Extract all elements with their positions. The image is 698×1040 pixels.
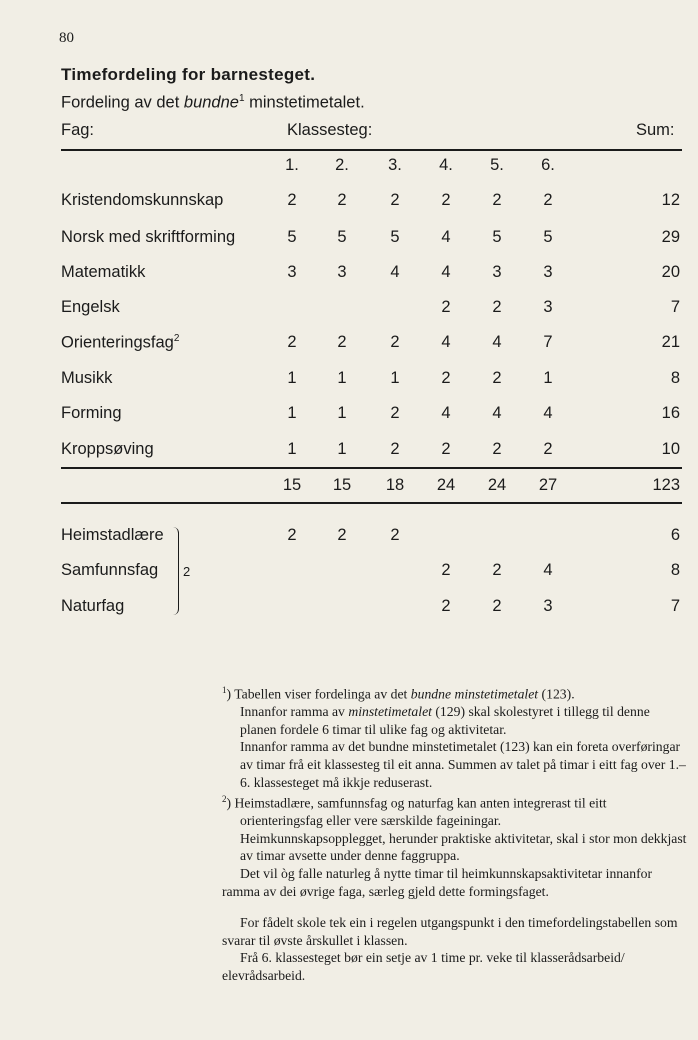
row-sum: 7 <box>670 298 680 316</box>
subject-label: Kroppsøving <box>61 440 154 458</box>
footnote-1-text-b: (123). <box>538 686 575 702</box>
grand-total: 123 <box>652 476 680 494</box>
row-sum: 8 <box>670 369 680 387</box>
row-sum: 6 <box>670 526 680 544</box>
table-cell: 4 <box>441 404 451 422</box>
subject-name: Samfunnsfag <box>61 561 159 579</box>
subject-name <box>61 333 179 353</box>
subject-label: Engelsk <box>61 298 120 316</box>
table-cell: 4 <box>543 404 553 422</box>
subject-name <box>61 263 145 282</box>
table-cell: 2 <box>390 526 400 544</box>
grade-header: 6. <box>541 156 555 174</box>
table-cell: 2 <box>543 440 553 458</box>
header-rule <box>61 149 682 151</box>
table-cell: 2 <box>287 526 297 544</box>
subject-group-brace <box>172 527 179 615</box>
table-cell: 3 <box>543 298 553 316</box>
table-cell: 1 <box>287 404 297 422</box>
subject-label: Norsk med skriftforming <box>61 228 236 246</box>
subject-footnote-mark: 2 <box>173 333 180 344</box>
table-cell: 2 <box>492 191 502 209</box>
grade-header: 1. <box>285 156 299 174</box>
table-cell: 4 <box>543 561 553 579</box>
table-cell: 2 <box>390 440 400 458</box>
subject-name <box>61 191 223 210</box>
footnote-2-paragraph-2: Heimkunnskapsopplegget, herunder praktiske aktivitetar, skal i stor mon dekkjast av timar avsette under denne faggruppa. <box>240 830 687 864</box>
footnote-1-p2-b: (129) skal skolestyret i tillegg til denne planen fordele 6 timar til ulike fag og aktivitetar. <box>240 704 650 737</box>
table-cell: 5 <box>390 228 400 246</box>
table-cell: 2 <box>390 191 400 209</box>
brace-footnote-mark: 2 <box>183 564 191 579</box>
footnote-2-marker: 2 <box>222 794 227 805</box>
table-cell: 4 <box>492 333 502 351</box>
row-sum: 16 <box>661 404 680 422</box>
table-cell: 5 <box>492 228 502 246</box>
footnote-1-text-a: ) Tabellen viser fordelinga av det <box>226 686 411 702</box>
table-cell: 4 <box>390 263 400 281</box>
table-cell: 2 <box>492 298 502 316</box>
table-cell: 1 <box>287 440 297 458</box>
table-cell: 2 <box>492 440 502 458</box>
notes-spacer <box>222 900 688 914</box>
table-cell: 1 <box>390 369 400 387</box>
table-cell: 2 <box>441 561 451 579</box>
subject-name <box>61 228 235 247</box>
footnote-1-paragraph-2 <box>222 703 688 738</box>
header-subject: Fag: <box>61 121 95 139</box>
subject-label: Musikk <box>61 369 113 387</box>
header-sum: Sum: <box>636 121 675 139</box>
table-cell: 2 <box>441 298 451 316</box>
table-cell: 2 <box>492 369 502 387</box>
subtitle <box>61 93 365 113</box>
table-cell: 2 <box>337 526 347 544</box>
table-cell: 4 <box>441 263 451 281</box>
total-cell: 15 <box>282 476 302 494</box>
row-sum: 29 <box>661 228 680 246</box>
subject-name <box>61 369 112 388</box>
subtitle-emphasis: bundne <box>183 93 239 112</box>
total-cell: 27 <box>538 476 558 494</box>
table-cell: 2 <box>492 561 502 579</box>
table-cell: 2 <box>287 191 297 209</box>
table-cell: 5 <box>337 228 347 246</box>
header-grade: Klassesteg: <box>287 121 373 139</box>
table-cell: 3 <box>543 597 553 615</box>
footnote-1-marker: 1 <box>222 685 227 695</box>
row-sum: 7 <box>670 597 680 615</box>
totals-top-rule <box>61 467 682 469</box>
table-cell: 3 <box>543 263 553 281</box>
subject-label: Forming <box>61 404 122 422</box>
page-title: Timefordeling for barnesteget. <box>61 65 316 84</box>
page-number: 80 <box>59 30 74 46</box>
table-cell: 5 <box>287 228 297 246</box>
table-cell: 2 <box>441 369 451 387</box>
row-sum: 21 <box>661 333 680 351</box>
table-cell: 4 <box>492 404 502 422</box>
footnote-1-emphasis: bundne minstetimetalet <box>410 686 539 702</box>
table-cell: 2 <box>441 597 451 615</box>
table-cell: 2 <box>390 333 400 351</box>
note-paragraph-4: For fådelt skole tek ein i regelen utgangspunkt i den timefordelingstabellen som svarar til øvste årskullet i klassen. <box>222 915 678 948</box>
footnote-1-paragraph-3: Innanfor ramma av det bundne minstetimetalet (123) kan ein foreta overføringar av timar frå eit klassesteg til eit anna. Summen av talet på timar i eitt fag over 1.–6. klassesteget må ikkje reduserast. <box>240 739 686 790</box>
table-cell: 2 <box>441 191 451 209</box>
table-cell: 1 <box>287 369 297 387</box>
subtitle-footnote-mark: 1 <box>238 93 245 104</box>
subject-label: Kristendomskunnskap <box>61 191 224 209</box>
grade-header: 5. <box>490 156 504 174</box>
total-cell: 18 <box>385 476 405 494</box>
footnote-2 <box>222 791 688 830</box>
row-sum: 20 <box>661 263 680 281</box>
table-cell: 4 <box>441 228 451 246</box>
footnote-2-text: ) Heimstadlære, samfunnsfag og naturfag kan anten integrerast til eitt orienteringsfag eller vere særskilde fageiningar. <box>226 795 607 829</box>
table-cell: 2 <box>543 191 553 209</box>
grade-header: 4. <box>439 156 453 174</box>
grade-header: 2. <box>335 156 349 174</box>
table-cell: 2 <box>337 333 347 351</box>
footnote-2-paragraph-3: Det vil òg falle naturleg å nytte timar til heimkunnskapsaktivitetar innanfor ramma av dei øvrige faga, særleg gjeld dette formingsfaget. <box>222 866 653 899</box>
table-cell: 2 <box>390 404 400 422</box>
table-cell: 4 <box>441 333 451 351</box>
row-sum: 8 <box>670 561 680 579</box>
table-cell: 1 <box>337 369 347 387</box>
table-cell: 1 <box>337 404 347 422</box>
subject-label: Matematikk <box>61 263 146 281</box>
totals-bottom-rule <box>61 502 682 504</box>
subject-name <box>61 404 122 423</box>
subject-name <box>61 440 154 459</box>
total-cell: 24 <box>436 476 456 494</box>
note-paragraph-5: Frå 6. klassesteget bør ein setje av 1 time pr. veke til klasserådsarbeid/ elevrådsarbeid. <box>222 950 625 984</box>
table-cell: 2 <box>337 191 347 209</box>
footnote-1-p2-emphasis: minstetimetalet <box>348 704 432 720</box>
total-cell: 15 <box>332 476 352 494</box>
footnote-1-p2-a: Innanfor ramma av <box>240 704 349 720</box>
table-cell: 5 <box>543 228 553 246</box>
subject-label: Orienteringsfag <box>61 333 174 352</box>
table-cell: 3 <box>287 263 297 281</box>
subject-name: Heimstadlære <box>61 526 164 544</box>
subject-name: Naturfag <box>61 597 125 615</box>
total-cell: 24 <box>487 476 507 494</box>
row-sum: 10 <box>661 440 680 458</box>
footnotes <box>222 682 688 985</box>
table-cell: 2 <box>492 597 502 615</box>
subtitle-prefix: Fordeling av det <box>61 93 184 112</box>
table-cell: 2 <box>287 333 297 351</box>
table-cell: 1 <box>337 440 347 458</box>
subject-name <box>61 298 120 317</box>
subtitle-suffix: minstetimetalet. <box>244 93 365 112</box>
grade-header: 3. <box>388 156 402 174</box>
table-cell: 3 <box>337 263 347 281</box>
footnote-1 <box>222 682 688 703</box>
row-sum: 12 <box>661 191 680 209</box>
table-cell: 7 <box>543 333 553 351</box>
table-cell: 1 <box>543 369 553 387</box>
table-cell: 3 <box>492 263 502 281</box>
table-cell: 2 <box>441 440 451 458</box>
